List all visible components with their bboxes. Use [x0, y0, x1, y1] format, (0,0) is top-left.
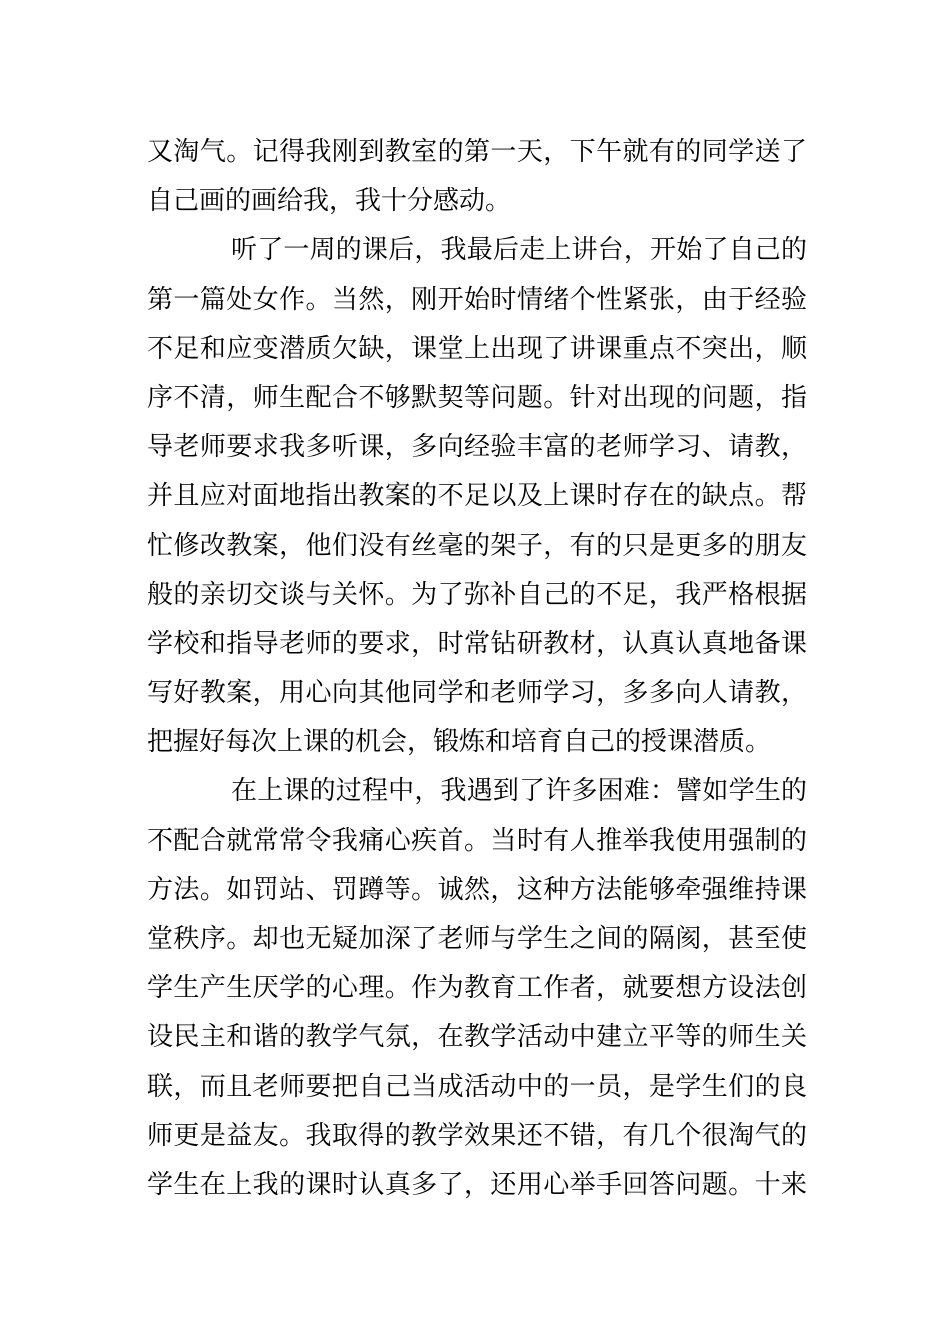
text-line: 联，而且老师要把自己当成活动中的一员，是学生们的良 [147, 1071, 807, 1102]
text-line: 忙修改教案，他们没有丝毫的架子，有的只是更多的朋友 [147, 530, 807, 561]
text-line: 听了一周的课后，我最后走上讲台，开始了自己的 [231, 235, 807, 266]
text-line: 学生产生厌学的心理。作为教育工作者，就要想方设法创 [147, 973, 807, 1004]
body-text [147, 128, 807, 1210]
text-line: 不配合就常常令我痛心疾首。当时有人推举我使用强制的 [147, 825, 807, 856]
text-line: 写好教案，用心向其他同学和老师学习，多多向人请教， [147, 678, 807, 709]
text-line: 学生在上我的课时认真多了，还用心举手回答问题。十来 [147, 1169, 807, 1200]
text-line: 序不清，师生配合不够默契等问题。针对出现的问题，指 [147, 382, 807, 413]
text-line: 般的亲切交谈与关怀。为了弥补自己的不足，我严格根据 [147, 579, 807, 610]
text-line: 并且应对面地指出教案的不足以及上课时存在的缺点。帮 [147, 481, 807, 512]
text-line: 在上课的过程中，我遇到了许多困难：譬如学生的 [231, 776, 807, 807]
text-line: 学校和指导老师的要求，时常钻研教材，认真认真地备课 [147, 628, 807, 659]
text-line: 师更是益友。我取得的教学效果还不错，有几个很淘气的 [147, 1120, 807, 1151]
text-line: 设民主和谐的教学气氛，在教学活动中建立平等的师生关 [147, 1022, 807, 1053]
text-line: 方法。如罚站、罚蹲等。诚然，这种方法能够牵强维持课 [147, 874, 807, 905]
text-line: 又淘气。记得我刚到教室的第一天，下午就有的同学送了 [147, 137, 807, 167]
text-line: 导老师要求我多听课，多向经验丰富的老师学习、请教， [147, 432, 807, 463]
text-line: 把握好每次上课的机会，锻炼和培育自己的授课潜质。 [147, 727, 772, 758]
text-line: 不足和应变潜质欠缺，课堂上出现了讲课重点不突出，顺 [147, 333, 807, 364]
text-line: 第一篇处女作。当然，刚开始时情绪个性紧张，由于经验 [147, 284, 807, 315]
text-line: 堂秩序。却也无疑加深了老师与学生之间的隔阂，甚至使 [147, 924, 807, 954]
text-line: 自己画的画给我，我十分感动。 [147, 186, 512, 217]
